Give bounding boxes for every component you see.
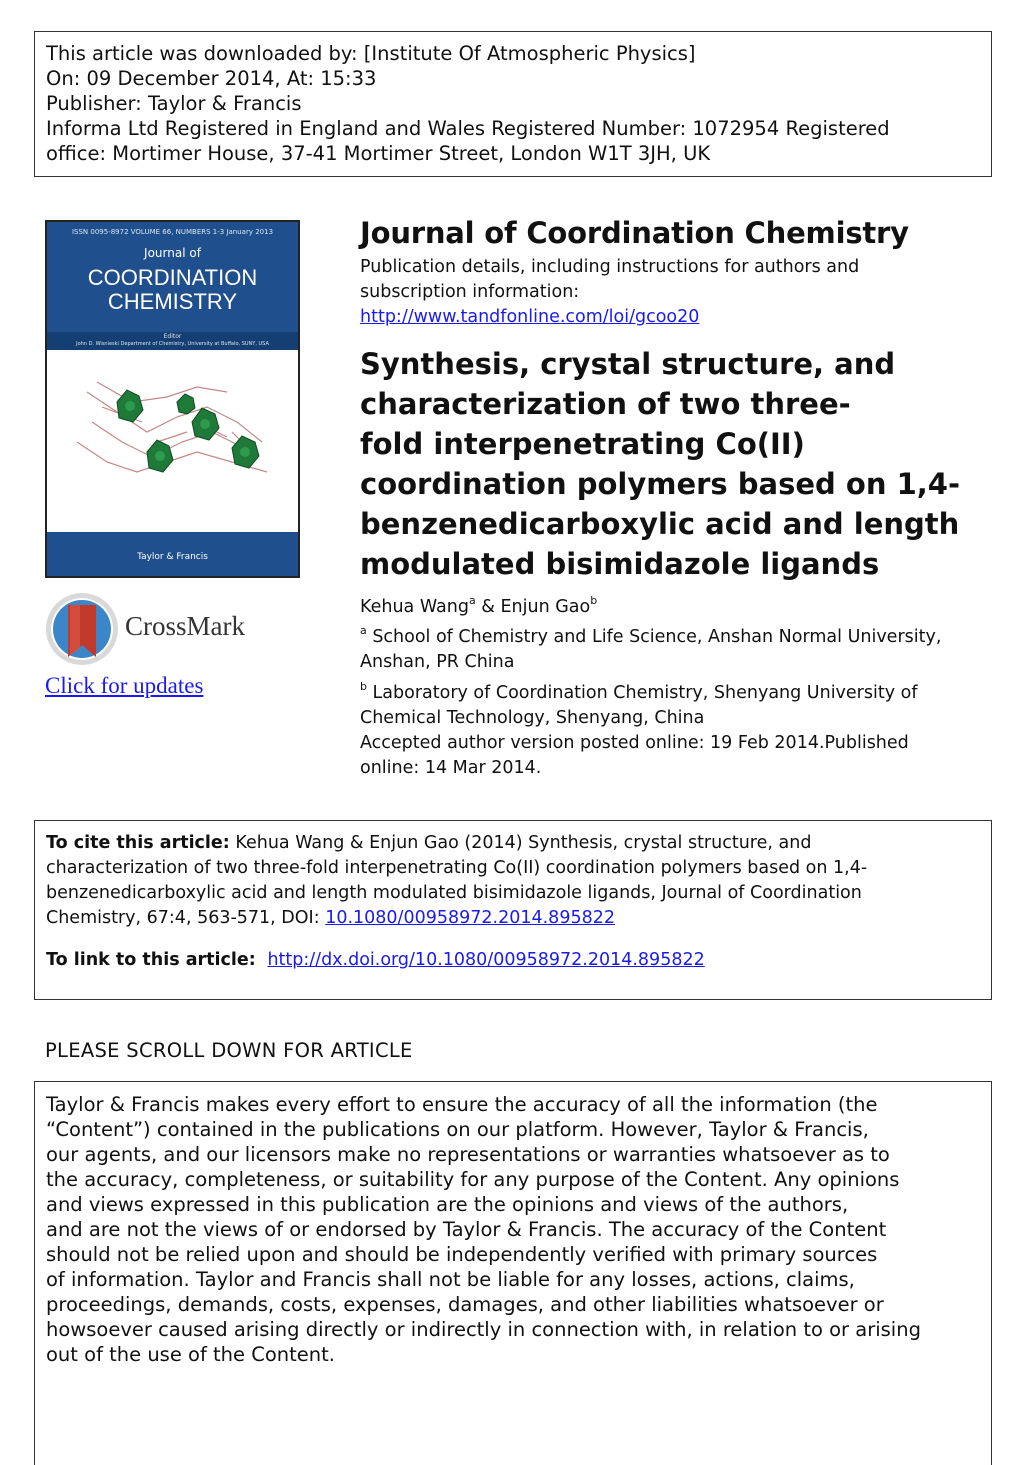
disclaimer-line: “Content”) contained in the publications on our platform. However, Taylor & Francis, <box>46 1118 869 1141</box>
scroll-down-notice: PLEASE SCROLL DOWN FOR ARTICLE <box>45 1039 413 1062</box>
click-for-updates-link[interactable]: Click for updates <box>45 673 204 698</box>
download-notice-line: On: 09 December 2014, At: 15:33 <box>46 67 377 90</box>
cover-journal-of: Journal of <box>144 246 201 260</box>
publication-details: Publication details, including instructions for authors and <box>360 257 860 277</box>
disclaimer-line: the accuracy, completeness, or suitability for any purpose of the Content. Any opinions <box>46 1168 900 1191</box>
publication-dates-cont: online: 14 Mar 2014. <box>360 758 542 778</box>
crossmark-icon <box>44 591 120 667</box>
authors <box>360 595 597 620</box>
disclaimer-line: our agents, and our licensors make no representations or warranties whatsoever as to <box>46 1143 890 1166</box>
disclaimer-line: and are not the views of or endorsed by Taylor & Francis. The accuracy of the Content <box>46 1218 887 1241</box>
crystal-structure-illustration <box>47 362 298 512</box>
disclaimer-line: proceedings, demands, costs, expenses, damages, and other liabilities whatsoever or <box>46 1293 884 1316</box>
cover-editor: Editor <box>163 333 182 340</box>
cover-issn: ISSN 0095-8972 VOLUME 66, NUMBERS 1-3 January 2013 <box>71 228 274 236</box>
cite-line: characterization of two three-fold interpenetrating Co(II) coordination polymers based on 1,4- <box>46 858 868 878</box>
affiliation-text: Laboratory of Coordination Chemistry, Shenyang University of <box>366 683 918 703</box>
publication-details-cont: subscription information: <box>360 282 580 302</box>
article-title <box>360 344 980 584</box>
download-notice-line: office: Mortimer House, 37-41 Mortimer Street, London W1T 3JH, UK <box>46 142 711 165</box>
cover-editor-line: John D. Wisnieski Department of Chemistry, University at Buffalo, SUNY, USA <box>76 341 269 347</box>
download-notice-line: This article was downloaded by: [Institute Of Atmospheric Physics] <box>46 42 696 65</box>
journal-title: Journal of Coordination Chemistry <box>360 216 909 250</box>
publication-dates: Accepted author version posted online: 19 Feb 2014.Published <box>360 733 909 753</box>
download-notice-box <box>34 31 992 177</box>
disclaimer-line: howsoever caused arising directly or indirectly in connection with, in relation to or arising <box>46 1318 921 1341</box>
download-notice-line: Informa Ltd Registered in England and Wales Registered Number: 1072954 Registered <box>46 117 890 140</box>
disclaimer-line: and views expressed in this publication are the opinions and views of the authors, <box>46 1193 849 1216</box>
affiliation-sup: b <box>360 680 367 693</box>
article-title-line: Synthesis, crystal structure, and <box>360 347 896 381</box>
doi-link[interactable]: 10.1080/00958972.2014.895822 <box>325 908 615 928</box>
crossmark-label: CrossMark <box>125 611 245 641</box>
affiliation-b <box>360 681 918 706</box>
journal-url-link[interactable]: http://www.tandfonline.com/loi/gcoo20 <box>360 307 700 327</box>
cite-text: Kehua Wang & Enjun Gao (2014) Synthesis, crystal structure, and <box>229 833 812 853</box>
cite-label: To cite this article: <box>46 833 230 853</box>
link-line <box>46 948 705 973</box>
disclaimer-box <box>34 1081 992 1465</box>
article-title-line: benzenedicarboxylic acid and length <box>360 507 960 541</box>
cover-title-line2: CHEMISTRY <box>107 289 238 314</box>
author-sup: a <box>468 594 476 607</box>
article-title-line: characterization of two three- <box>360 387 851 421</box>
cite-line <box>46 906 615 931</box>
cite-text: Chemistry, 67:4, 563-571, DOI: <box>46 908 326 928</box>
cite-line <box>46 831 811 856</box>
download-notice-line: Publisher: Taylor & Francis <box>46 92 302 115</box>
affiliation-a <box>360 625 941 650</box>
affiliation-sup: a <box>360 624 367 637</box>
affiliation-b-cont: Chemical Technology, Shenyang, China <box>360 708 705 728</box>
citation-box <box>34 820 992 1000</box>
article-title-line: modulated bisimidazole ligands <box>360 547 880 581</box>
disclaimer-line: out of the use of the Content. <box>46 1343 335 1366</box>
article-title-line: coordination polymers based on 1,4- <box>360 467 960 501</box>
cover-publisher: Taylor & Francis <box>137 552 208 562</box>
journal-cover-image <box>45 220 300 578</box>
article-title-line: fold interpenetrating Co(II) <box>360 427 805 461</box>
author-name: Kehua Wang <box>360 597 469 617</box>
author-sup: b <box>590 594 598 607</box>
disclaimer-line: should not be relied upon and should be independently verified with primary sources <box>46 1243 878 1266</box>
crossmark-badge[interactable] <box>44 591 299 667</box>
article-doi-url-link[interactable]: http://dx.doi.org/10.1080/00958972.2014.895822 <box>267 950 705 970</box>
affiliation-a-cont: Anshan, PR China <box>360 652 515 672</box>
cite-line: benzenedicarboxylic acid and length modulated bisimidazole ligands, Journal of Coordination <box>46 883 862 903</box>
disclaimer-line: of information. Taylor and Francis shall not be liable for any losses, actions, claims, <box>46 1268 855 1291</box>
author-separator: & Enjun Gao <box>475 597 591 617</box>
affiliation-text: School of Chemistry and Life Science, Anshan Normal University, <box>366 627 942 647</box>
disclaimer-line: Taylor & Francis makes every effort to ensure the accuracy of all the information (the <box>46 1093 878 1116</box>
link-label: To link to this article: <box>46 950 262 970</box>
cover-title-line1: COORDINATION <box>87 265 258 290</box>
